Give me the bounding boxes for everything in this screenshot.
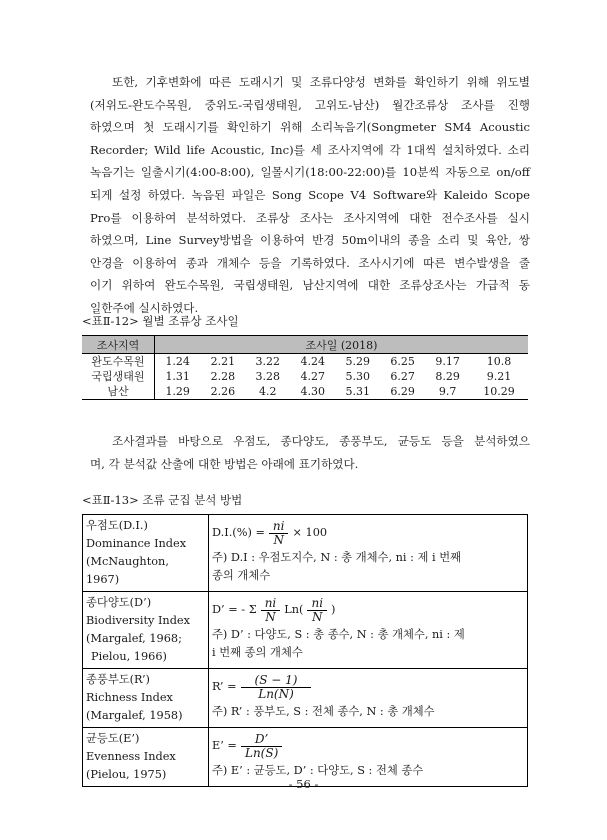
date-cell: 6.27 [390, 369, 415, 383]
date-cell: 3.22 [255, 354, 281, 368]
numerator: ni [307, 597, 327, 611]
date-cell: 2.26 [200, 384, 245, 400]
date-cell: 10.8 [486, 354, 512, 368]
body-line: 조사결과를 바탕으로 우점도, 종다양도, 종풍부도, 균등도 등을 분석하였으 [112, 434, 530, 448]
index-name: 균등도(E’) [86, 732, 140, 745]
date-cell: 4.24 [300, 354, 325, 368]
formula-cell [209, 515, 528, 592]
result-paragraph [90, 430, 530, 475]
date-cell: 1.24 [165, 354, 190, 368]
formula-prefix: E’ = [212, 739, 237, 752]
index-english: Biodiversity Index [86, 614, 190, 627]
formula-mid: Ln( [284, 603, 304, 616]
table-row [82, 384, 528, 400]
date-cell: 1.31 [165, 369, 190, 383]
index-citation: Pielou, 1966) [91, 650, 167, 663]
body-line: Recorder; Wild life Acoustic, Inc)를 세 조사지역에 각 1대씩 설치하였다. 소리 [90, 142, 530, 157]
index-citation: (Margalef, 1958) [86, 709, 183, 722]
date-cell: 4.27 [300, 369, 325, 383]
body-line: 이기 위하여 완도수목원, 국립생태원, 남산지역에 대한 조류상조사는 가급적 동 [90, 278, 530, 293]
body-line: 일한주에 실시하였다. [90, 300, 199, 315]
numerator: (S − 1) [241, 674, 312, 688]
date-cell: 2.21 [210, 354, 236, 368]
table-row [83, 592, 528, 669]
formula-prefix: R’ = [212, 680, 237, 693]
page-number: - 56 - [288, 777, 319, 791]
index-english: Dominance Index [86, 537, 187, 550]
date-cell: 5.31 [335, 384, 380, 400]
index-english: Evenness Index [86, 750, 176, 763]
formula-note: 주) E’ : 균등도, D’ : 다양도, S : 전체 종수 [212, 764, 424, 777]
survey-date-table [82, 335, 528, 400]
date-cell: 6.29 [380, 384, 425, 400]
formula [212, 517, 524, 549]
date-cell: 4.2 [245, 384, 290, 400]
index-citation: (Pielou, 1975) [86, 768, 167, 781]
table13-caption: <표Ⅱ-13> 조류 군집 분석 방법 [82, 493, 243, 507]
index-name-cell [83, 592, 209, 669]
header-site: 조사지역 [82, 336, 155, 354]
index-english: Richness Index [86, 691, 173, 704]
table-row [83, 515, 528, 592]
denominator: N [273, 532, 284, 547]
table12-caption: <표Ⅱ-12> 월별 조류상 조사일 [82, 314, 239, 328]
fraction [241, 674, 312, 701]
denominator: Ln(S) [244, 745, 279, 760]
index-name: 종풍부도(R’) [86, 673, 150, 686]
site-cell: 남산 [82, 384, 155, 400]
denominator: Ln(N) [258, 686, 294, 701]
body-line: 안경을 이용하여 종과 개체수 등을 기록하였다. 조사시기에 따른 변수발생을 줄 [90, 255, 530, 270]
date-cell: 5.29 [345, 354, 370, 368]
body-line: (저위도-완도수목원, 중위도-국립생태원, 고위도-남산) 월간조류상 조사를 진행 [90, 97, 530, 112]
formula-note: 주) R’ : 풍부도, S : 전체 종수, N : 총 개체수 [212, 705, 435, 718]
table-row [82, 369, 528, 384]
index-name: 우점도(D.I.) [86, 519, 148, 532]
date-cell: 9.21 [486, 369, 512, 383]
body-paragraph [90, 71, 530, 320]
formula-note: 종의 개체수 [212, 569, 271, 582]
date-cell: 4.30 [290, 384, 335, 400]
site-cell: 완도수목원 [82, 354, 155, 370]
index-name: 종다양도(D’) [86, 596, 152, 609]
numerator: ni [261, 597, 281, 611]
date-cell: 8.29 [435, 369, 460, 383]
formula-cell [209, 592, 528, 669]
formula-note: i 번째 종의 개체수 [212, 646, 303, 659]
table-row [83, 669, 528, 728]
formula-suffix: × 100 [292, 526, 328, 539]
date-cell: 6.25 [390, 354, 415, 368]
denominator: N [265, 609, 276, 624]
numerator: D’ [241, 733, 282, 747]
numerator: ni [269, 520, 289, 534]
formula-note: 주) D.I : 우점도지수, N : 총 개체수, ni : 제 i 번째 [212, 551, 462, 564]
table-row [82, 354, 528, 370]
formula-cell [209, 669, 528, 728]
body-line: 며, 각 분석값 산출에 대한 방법은 아래에 표기하였다. [90, 456, 359, 471]
index-citation: (Margalef, 1968; [86, 632, 182, 645]
fraction [261, 597, 281, 624]
formula [212, 730, 524, 762]
formula-suffix: ) [331, 603, 336, 616]
formula [212, 594, 524, 626]
formula-note: 주) D’ : 다양도, S : 총 종수, N : 총 개체수, ni : 제 [212, 628, 465, 641]
denominator: N [312, 609, 323, 624]
body-line: 되게 설정 하였다. 녹음된 파일은 Song Scope V4 Software와 Kaleido Scope [90, 187, 530, 202]
body-line: Pro를 이용하여 분석하였다. 조류상 조사는 조사지역에 대한 전수조사를 실시 [90, 210, 530, 225]
date-cell: 9.7 [425, 384, 470, 400]
fraction [241, 733, 282, 760]
formula [212, 671, 524, 703]
fraction [269, 520, 289, 547]
date-cell: 3.28 [255, 369, 281, 383]
date-cell: 2.28 [210, 369, 236, 383]
body-line: 하였으며, Line Survey방법을 이용하여 반경 50m이내의 종을 소리 및 육안, 쌍 [90, 233, 530, 248]
body-line: 녹음기는 일출시기(4:00-8:00), 일몰시기(18:00-22:00)를 10분씩 자동으로 on/off [90, 165, 530, 180]
index-name-cell [83, 515, 209, 592]
formula-prefix: D’ = - Σ [212, 603, 257, 616]
fraction [307, 597, 327, 624]
date-cell: 1.29 [155, 384, 201, 400]
date-cell: 5.30 [345, 369, 370, 383]
header-date: 조사일 (2018) [155, 336, 529, 354]
date-cell: 9.17 [435, 354, 460, 368]
body-line: 하였으며 첫 도래시기를 확인하기 위해 소리녹음기(Songmeter SM4 Acoustic [90, 120, 530, 135]
site-cell: 국립생태원 [82, 369, 155, 384]
body-line: 또한, 기후변화에 따른 도래시기 및 조류다양성 변화를 확인하기 위해 위도별 [112, 75, 530, 89]
formula-prefix: D.I.(%) = [212, 526, 265, 539]
community-analysis-table [82, 514, 528, 787]
index-citation: (McNaughton, 1967) [86, 555, 169, 586]
date-cell: 10.29 [470, 384, 528, 400]
index-name-cell [83, 669, 209, 728]
